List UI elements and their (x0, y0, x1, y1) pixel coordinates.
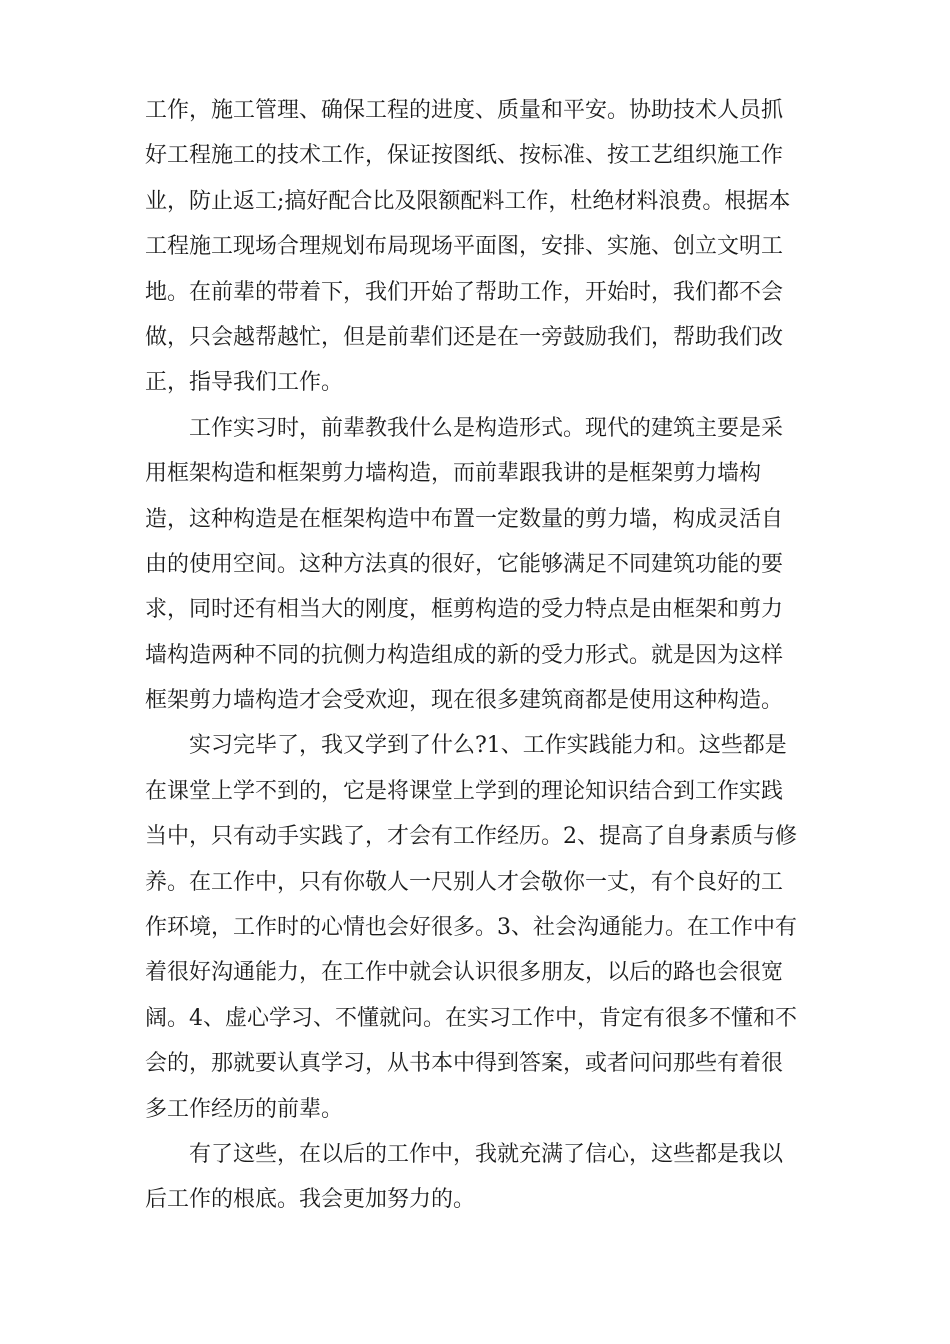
text-line: 养。在工作中，只有你敬人一尺别人才会敬你一丈，有个良好的工 (145, 869, 784, 895)
text-line: 当中，只有动手实践了，才会有工作经历。2、提高了自身素质与修 (145, 824, 797, 850)
paragraph-3 (145, 723, 810, 1132)
text-line: 工作，施工管理、确保工程的进度、质量和平安。协助技术人员抓 (145, 98, 784, 123)
text-line: 求，同时还有相当大的刚度，框剪构造的受力特点是由框架和剪力 (145, 597, 784, 623)
paragraph-2 (145, 406, 810, 724)
text-line: 阔。4、虚心学习、不懂就问。在实习工作中，肯定有很多不懂和不 (145, 1005, 797, 1031)
text-line: 框架剪力墙构造才会受欢迎，现在很多建筑商都是使用这种构造。 (145, 688, 784, 714)
text-line: 作环境，工作时的心情也会好很多。3、社会沟通能力。在工作中有 (145, 915, 797, 941)
text-line: 用框架构造和框架剪力墙构造，而前辈跟我讲的是框架剪力墙构 (145, 461, 762, 487)
text-line: 业，防止返工;搞好配合比及限额配料工作，杜绝材料浪费。根据本 (145, 188, 791, 214)
text-line: 后工作的根底。我会更加努力的。 (145, 1187, 476, 1213)
text-line: 有了这些，在以后的工作中，我就充满了信心，这些都是我以 (189, 1141, 784, 1167)
text-line: 工作实习时，前辈教我什么是构造形式。现代的建筑主要是采 (189, 415, 784, 441)
text-line: 好工程施工的技术工作，保证按图纸、按标准、按工艺组织施工作 (145, 143, 784, 169)
text-line: 着很好沟通能力，在工作中就会认识很多朋友，以后的路也会很宽 (145, 960, 784, 986)
text-line: 做，只会越帮越忙，但是前辈们还是在一旁鼓励我们，帮助我们改 (145, 324, 784, 350)
text-line: 工程施工现场合理规划布局现场平面图，安排、实施、创立文明工 (145, 234, 784, 260)
text-line: 会的，那就要认真学习，从书本中得到答案，或者问问那些有着很 (145, 1051, 784, 1077)
text-line: 实习完毕了，我又学到了什么?1、工作实践能力和。这些都是 (189, 733, 787, 759)
paragraph-1 (145, 88, 810, 406)
text-line: 在课堂上学不到的，它是将课堂上学到的理论知识结合到工作实践 (145, 778, 784, 804)
paragraph-4 (145, 1132, 810, 1223)
text-line: 多工作经历的前辈。 (145, 1096, 344, 1122)
text-line: 造，这种构造是在框架构造中布置一定数量的剪力墙，构成灵活自 (145, 506, 784, 532)
text-line: 墙构造两种不同的抗侧力构造组成的新的受力形式。就是因为这样 (145, 642, 784, 668)
text-line: 地。在前辈的带着下，我们开始了帮助工作，开始时，我们都不会 (145, 279, 784, 305)
body-text (145, 88, 810, 1223)
text-line: 正，指导我们工作。 (145, 370, 344, 396)
text-line: 由的使用空间。这种方法真的很好，它能够满足不同建筑功能的要 (145, 551, 784, 577)
